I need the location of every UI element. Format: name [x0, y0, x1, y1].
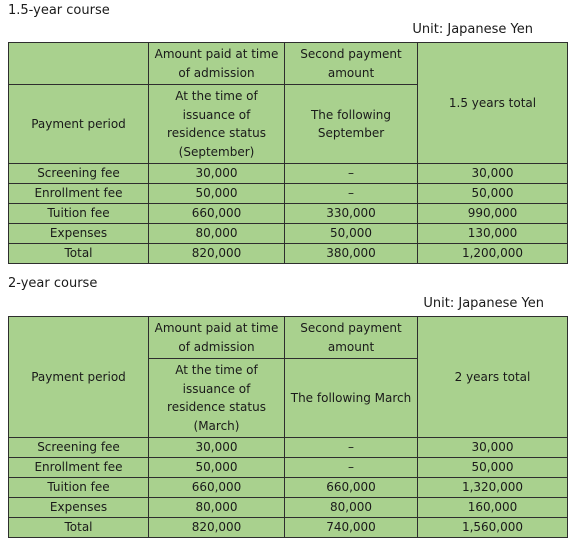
second-value: – — [285, 164, 418, 184]
table-row — [9, 438, 568, 458]
header-admission-amount: Amount paid at time of admission — [149, 317, 285, 359]
header-total: 1.5 years total — [418, 43, 568, 164]
table-row-total — [9, 244, 568, 264]
header-admission-timing: At the time of issuance of residence status (March) — [149, 359, 285, 438]
row-label: Enrollment fee — [9, 458, 149, 478]
second-value: – — [285, 458, 418, 478]
header-payment-period: Payment period — [9, 317, 149, 438]
table-row — [9, 478, 568, 498]
admission-value: 50,000 — [149, 458, 285, 478]
total-value: 50,000 — [418, 458, 568, 478]
total-value: 990,000 — [418, 204, 568, 224]
admission-value: 660,000 — [149, 478, 285, 498]
row-label: Tuition fee — [9, 478, 149, 498]
second-value: 380,000 — [285, 244, 418, 264]
header-second-timing: The following March — [285, 359, 418, 438]
second-value: 330,000 — [285, 204, 418, 224]
admission-value: 30,000 — [149, 164, 285, 184]
total-value: 30,000 — [418, 164, 568, 184]
second-value: – — [285, 184, 418, 204]
header-second-timing: The following September — [285, 85, 418, 164]
row-label: Screening fee — [9, 164, 149, 184]
total-value: 1,560,000 — [418, 518, 568, 538]
table-row-total — [9, 518, 568, 538]
second-value: – — [285, 438, 418, 458]
course-title-1-5-year: 1.5-year course — [8, 3, 110, 18]
total-value: 50,000 — [418, 184, 568, 204]
second-value: 50,000 — [285, 224, 418, 244]
row-label: Expenses — [9, 498, 149, 518]
header-empty-corner — [9, 43, 149, 85]
total-value: 1,320,000 — [418, 478, 568, 498]
table-row — [9, 498, 568, 518]
admission-value: 820,000 — [149, 518, 285, 538]
total-value: 160,000 — [418, 498, 568, 518]
admission-value: 50,000 — [149, 184, 285, 204]
admission-value: 820,000 — [149, 244, 285, 264]
second-value: 80,000 — [285, 498, 418, 518]
total-value: 130,000 — [418, 224, 568, 244]
header-payment-period: Payment period — [9, 85, 149, 164]
row-label: Enrollment fee — [9, 184, 149, 204]
unit-label: Unit: Japanese Yen — [412, 22, 533, 37]
table-row — [9, 458, 568, 478]
admission-value: 30,000 — [149, 438, 285, 458]
admission-value: 80,000 — [149, 498, 285, 518]
second-value: 660,000 — [285, 478, 418, 498]
table-row — [9, 224, 568, 244]
header-total: 2 years total — [418, 317, 568, 438]
header-admission-timing: At the time of issuance of residence status (September) — [149, 85, 285, 164]
fee-table-2-year — [8, 316, 568, 538]
row-label: Total — [9, 244, 149, 264]
header-admission-amount: Amount paid at time of admission — [149, 43, 285, 85]
total-value: 30,000 — [418, 438, 568, 458]
row-label: Screening fee — [9, 438, 149, 458]
unit-label: Unit: Japanese Yen — [423, 296, 544, 311]
admission-value: 660,000 — [149, 204, 285, 224]
row-label: Total — [9, 518, 149, 538]
row-label: Tuition fee — [9, 204, 149, 224]
table-row — [9, 204, 568, 224]
total-value: 1,200,000 — [418, 244, 568, 264]
header-second-payment: Second payment amount — [285, 317, 418, 359]
admission-value: 80,000 — [149, 224, 285, 244]
header-second-payment: Second payment amount — [285, 43, 418, 85]
row-label: Expenses — [9, 224, 149, 244]
fee-table-1-5-year — [8, 42, 568, 264]
second-value: 740,000 — [285, 518, 418, 538]
table-row — [9, 184, 568, 204]
table-row — [9, 164, 568, 184]
course-title-2-year: 2-year course — [8, 276, 98, 291]
